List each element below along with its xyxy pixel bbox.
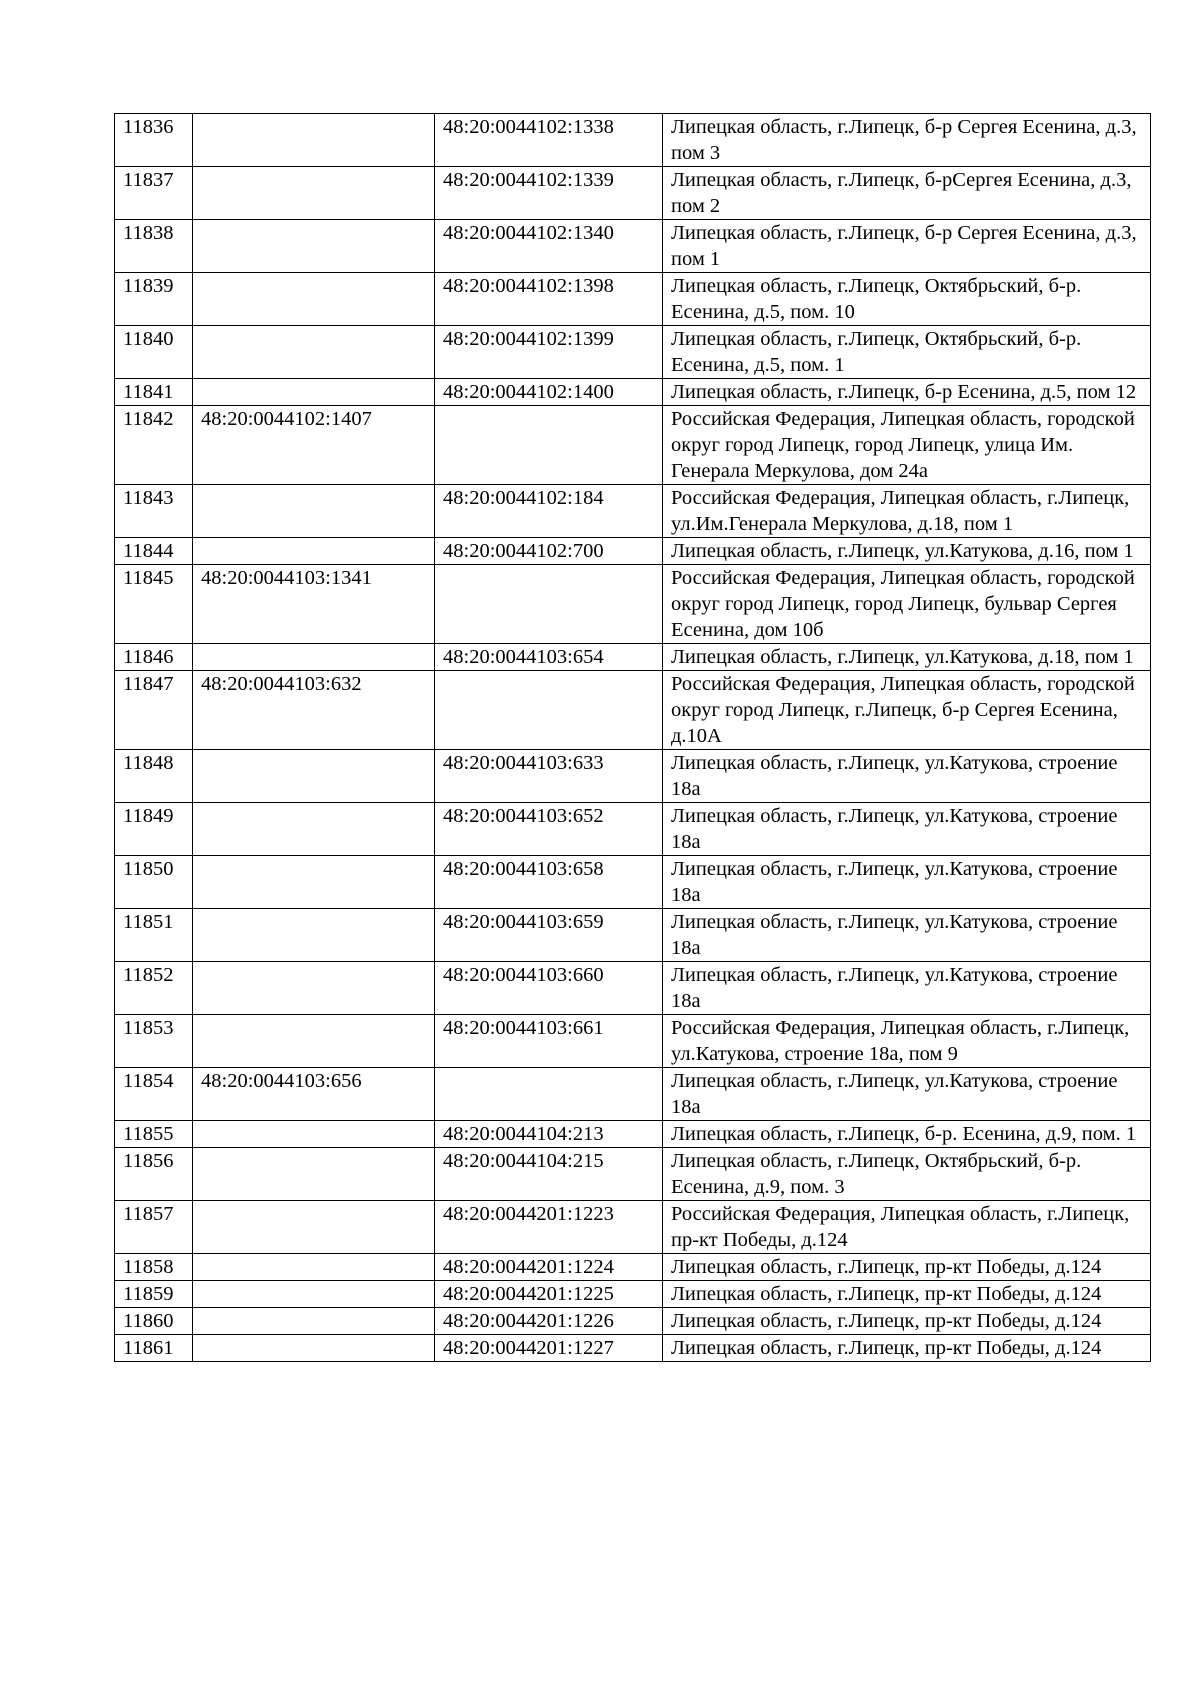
land-cadastral-number-cell	[193, 1335, 435, 1362]
object-cadastral-number-cell: 48:20:0044201:1224	[435, 1254, 663, 1281]
object-cadastral-number-cell: 48:20:0044102:1398	[435, 273, 663, 326]
object-cadastral-number-cell: 48:20:0044102:184	[435, 485, 663, 538]
object-cadastral-number-cell: 48:20:0044103:661	[435, 1015, 663, 1068]
land-cadastral-number-cell	[193, 856, 435, 909]
object-cadastral-number-cell: 48:20:0044201:1223	[435, 1201, 663, 1254]
address-cell: Липецкая область, г.Липецк, ул.Катукова, строение 18а	[663, 856, 1151, 909]
address-cell: Липецкая область, г.Липецк, ул.Катукова, строение 18а	[663, 750, 1151, 803]
row-number-cell: 11859	[115, 1281, 193, 1308]
address-cell: Липецкая область, г.Липецк, ул.Катукова, д.18, пом 1	[663, 644, 1151, 671]
table-row	[115, 326, 1151, 379]
table-row	[115, 167, 1151, 220]
address-cell: Липецкая область, г.Липецк, б-рСергея Есенина, д.3, пом 2	[663, 167, 1151, 220]
land-cadastral-number-cell	[193, 644, 435, 671]
row-number-cell: 11842	[115, 406, 193, 485]
row-number-cell: 11853	[115, 1015, 193, 1068]
row-number-cell: 11839	[115, 273, 193, 326]
row-number-cell: 11858	[115, 1254, 193, 1281]
table-row	[115, 220, 1151, 273]
land-cadastral-number-cell	[193, 1121, 435, 1148]
address-cell: Липецкая область, г.Липецк, пр-кт Победы, д.124	[663, 1308, 1151, 1335]
row-number-cell: 11838	[115, 220, 193, 273]
land-cadastral-number-cell	[193, 485, 435, 538]
object-cadastral-number-cell: 48:20:0044103:654	[435, 644, 663, 671]
row-number-cell: 11856	[115, 1148, 193, 1201]
land-cadastral-number-cell: 48:20:0044103:632	[193, 671, 435, 750]
row-number-cell: 11847	[115, 671, 193, 750]
land-cadastral-number-cell	[193, 379, 435, 406]
registry-table-body	[115, 114, 1151, 1362]
address-cell: Липецкая область, г.Липецк, ул.Катукова, строение 18а	[663, 909, 1151, 962]
land-cadastral-number-cell: 48:20:0044103:656	[193, 1068, 435, 1121]
table-row	[115, 803, 1151, 856]
object-cadastral-number-cell: 48:20:0044201:1227	[435, 1335, 663, 1362]
object-cadastral-number-cell: 48:20:0044104:215	[435, 1148, 663, 1201]
object-cadastral-number-cell: 48:20:0044104:213	[435, 1121, 663, 1148]
table-row	[115, 565, 1151, 644]
row-number-cell: 11849	[115, 803, 193, 856]
address-cell: Липецкая область, г.Липецк, Октябрьский, б-р. Есенина, д.5, пом. 1	[663, 326, 1151, 379]
row-number-cell: 11846	[115, 644, 193, 671]
table-row	[115, 1068, 1151, 1121]
row-number-cell: 11854	[115, 1068, 193, 1121]
object-cadastral-number-cell: 48:20:0044103:658	[435, 856, 663, 909]
address-cell: Липецкая область, г.Липецк, б-р Сергея Есенина, д.3, пом 1	[663, 220, 1151, 273]
address-cell: Липецкая область, г.Липецк, б-р Сергея Есенина, д.3, пом 3	[663, 114, 1151, 167]
table-row	[115, 1254, 1151, 1281]
object-cadastral-number-cell: 48:20:0044103:660	[435, 962, 663, 1015]
land-cadastral-number-cell	[193, 1015, 435, 1068]
table-row	[115, 273, 1151, 326]
row-number-cell: 11857	[115, 1201, 193, 1254]
row-number-cell: 11861	[115, 1335, 193, 1362]
address-cell: Российская Федерация, Липецкая область, городской округ город Липецк, город Липецк, улица Им. Генерала Меркулова, дом 24а	[663, 406, 1151, 485]
table-row	[115, 1281, 1151, 1308]
row-number-cell: 11852	[115, 962, 193, 1015]
row-number-cell: 11845	[115, 565, 193, 644]
row-number-cell: 11843	[115, 485, 193, 538]
land-cadastral-number-cell	[193, 167, 435, 220]
address-cell: Российская Федерация, Липецкая область, г.Липецк, пр-кт Победы, д.124	[663, 1201, 1151, 1254]
address-cell: Липецкая область, г.Липецк, пр-кт Победы, д.124	[663, 1281, 1151, 1308]
table-row	[115, 644, 1151, 671]
table-row	[115, 1308, 1151, 1335]
land-cadastral-number-cell	[193, 1201, 435, 1254]
object-cadastral-number-cell: 48:20:0044201:1226	[435, 1308, 663, 1335]
address-cell: Российская Федерация, Липецкая область, г.Липецк, ул.Им.Генерала Меркулова, д.18, пом 1	[663, 485, 1151, 538]
land-cadastral-number-cell	[193, 220, 435, 273]
land-cadastral-number-cell	[193, 962, 435, 1015]
address-cell: Липецкая область, г.Липецк, ул.Катукова, строение 18а	[663, 803, 1151, 856]
row-number-cell: 11851	[115, 909, 193, 962]
land-cadastral-number-cell	[193, 1254, 435, 1281]
land-cadastral-number-cell	[193, 1281, 435, 1308]
object-cadastral-number-cell	[435, 565, 663, 644]
row-number-cell: 11841	[115, 379, 193, 406]
land-cadastral-number-cell	[193, 538, 435, 565]
row-number-cell: 11837	[115, 167, 193, 220]
object-cadastral-number-cell: 48:20:0044103:652	[435, 803, 663, 856]
object-cadastral-number-cell	[435, 1068, 663, 1121]
object-cadastral-number-cell: 48:20:0044103:659	[435, 909, 663, 962]
address-cell: Липецкая область, г.Липецк, Октябрьский, б-р. Есенина, д.5, пом. 10	[663, 273, 1151, 326]
table-row	[115, 114, 1151, 167]
table-row	[115, 485, 1151, 538]
address-cell: Липецкая область, г.Липецк, ул.Катукова, строение 18а	[663, 962, 1151, 1015]
object-cadastral-number-cell: 48:20:0044102:1399	[435, 326, 663, 379]
object-cadastral-number-cell	[435, 406, 663, 485]
row-number-cell: 11848	[115, 750, 193, 803]
table-row	[115, 909, 1151, 962]
object-cadastral-number-cell: 48:20:0044201:1225	[435, 1281, 663, 1308]
table-row	[115, 406, 1151, 485]
object-cadastral-number-cell: 48:20:0044102:1339	[435, 167, 663, 220]
row-number-cell: 11836	[115, 114, 193, 167]
address-cell: Липецкая область, г.Липецк, б-р Есенина, д.5, пом 12	[663, 379, 1151, 406]
table-row	[115, 856, 1151, 909]
land-cadastral-number-cell	[193, 803, 435, 856]
land-cadastral-number-cell	[193, 273, 435, 326]
object-cadastral-number-cell: 48:20:0044103:633	[435, 750, 663, 803]
row-number-cell: 11860	[115, 1308, 193, 1335]
address-cell: Липецкая область, г.Липецк, ул.Катукова, строение 18а	[663, 1068, 1151, 1121]
land-cadastral-number-cell	[193, 326, 435, 379]
table-row	[115, 962, 1151, 1015]
land-cadastral-number-cell: 48:20:0044103:1341	[193, 565, 435, 644]
address-cell: Липецкая область, г.Липецк, пр-кт Победы, д.124	[663, 1254, 1151, 1281]
land-cadastral-number-cell	[193, 1148, 435, 1201]
object-cadastral-number-cell: 48:20:0044102:1338	[435, 114, 663, 167]
table-row	[115, 1015, 1151, 1068]
row-number-cell: 11850	[115, 856, 193, 909]
object-cadastral-number-cell: 48:20:0044102:700	[435, 538, 663, 565]
address-cell: Липецкая область, г.Липецк, б-р. Есенина, д.9, пом. 1	[663, 1121, 1151, 1148]
row-number-cell: 11840	[115, 326, 193, 379]
object-cadastral-number-cell: 48:20:0044102:1340	[435, 220, 663, 273]
address-cell: Липецкая область, г.Липецк, ул.Катукова, д.16, пом 1	[663, 538, 1151, 565]
land-cadastral-number-cell	[193, 909, 435, 962]
address-cell: Российская Федерация, Липецкая область, городской округ город Липецк, г.Липецк, б-р Сергея Есенина, д.10А	[663, 671, 1151, 750]
table-row	[115, 379, 1151, 406]
address-cell: Липецкая область, г.Липецк, Октябрьский, б-р. Есенина, д.9, пом. 3	[663, 1148, 1151, 1201]
table-row	[115, 750, 1151, 803]
table-row	[115, 1201, 1151, 1254]
land-cadastral-number-cell	[193, 114, 435, 167]
land-cadastral-number-cell	[193, 1308, 435, 1335]
table-row	[115, 1148, 1151, 1201]
address-cell: Липецкая область, г.Липецк, пр-кт Победы, д.124	[663, 1335, 1151, 1362]
table-row	[115, 538, 1151, 565]
object-cadastral-number-cell: 48:20:0044102:1400	[435, 379, 663, 406]
row-number-cell: 11855	[115, 1121, 193, 1148]
registry-table	[114, 113, 1151, 1362]
table-row	[115, 1121, 1151, 1148]
row-number-cell: 11844	[115, 538, 193, 565]
address-cell: Российская Федерация, Липецкая область, городской округ город Липецк, город Липецк, бульвар Сергея Есенина, дом 10б	[663, 565, 1151, 644]
table-row	[115, 1335, 1151, 1362]
document-page	[114, 113, 1150, 1362]
address-cell: Российская Федерация, Липецкая область, г.Липецк, ул.Катукова, строение 18а, пом 9	[663, 1015, 1151, 1068]
table-row	[115, 671, 1151, 750]
land-cadastral-number-cell	[193, 750, 435, 803]
land-cadastral-number-cell: 48:20:0044102:1407	[193, 406, 435, 485]
object-cadastral-number-cell	[435, 671, 663, 750]
